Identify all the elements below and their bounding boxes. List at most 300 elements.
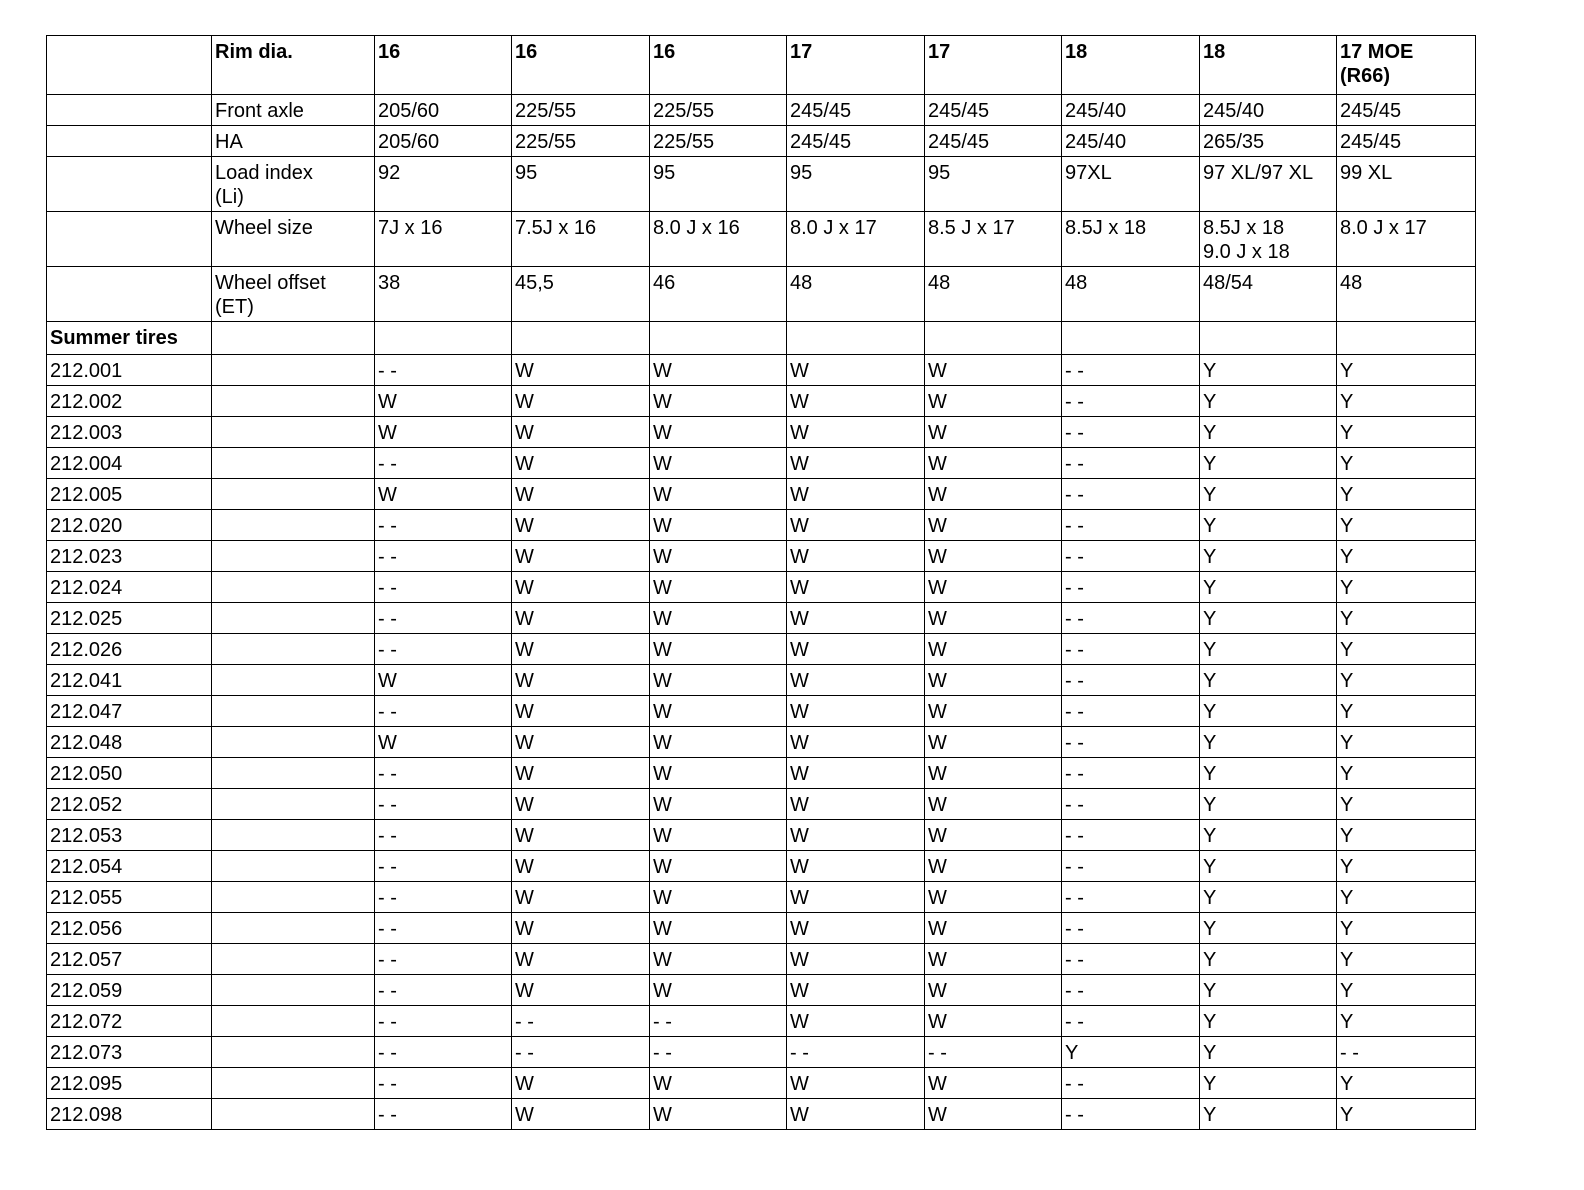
rating-cell: - - bbox=[1062, 789, 1200, 820]
empty-cell bbox=[212, 696, 375, 727]
empty-cell bbox=[212, 820, 375, 851]
row-code-cell bbox=[47, 157, 212, 212]
spec-value: 95 bbox=[925, 157, 1062, 212]
rating-cell: Y bbox=[1200, 603, 1337, 634]
empty-cell bbox=[375, 322, 512, 355]
table-row bbox=[47, 820, 1476, 851]
rating-cell: W bbox=[650, 820, 787, 851]
rating-cell: W bbox=[787, 1006, 925, 1037]
rating-cell: Y bbox=[1337, 634, 1476, 665]
rating-cell: W bbox=[512, 386, 650, 417]
rating-cell: - - bbox=[1062, 448, 1200, 479]
spec-value: 245/45 bbox=[1337, 126, 1476, 157]
empty-cell bbox=[650, 322, 787, 355]
part-code: 212.024 bbox=[47, 572, 212, 603]
table-row bbox=[47, 758, 1476, 789]
rating-cell: W bbox=[787, 789, 925, 820]
empty-cell bbox=[212, 789, 375, 820]
empty-cell bbox=[212, 1099, 375, 1130]
rating-cell: W bbox=[925, 789, 1062, 820]
rating-cell: W bbox=[512, 634, 650, 665]
spec-value: 8.0 J x 17 bbox=[787, 212, 925, 267]
part-code: 212.072 bbox=[47, 1006, 212, 1037]
table-row bbox=[47, 510, 1476, 541]
rating-cell: - - bbox=[375, 944, 512, 975]
rating-cell: W bbox=[925, 913, 1062, 944]
rating-cell: W bbox=[375, 479, 512, 510]
rating-cell: W bbox=[512, 665, 650, 696]
rating-cell: W bbox=[512, 727, 650, 758]
spec-row-rim-dia bbox=[47, 36, 1476, 95]
rating-cell: W bbox=[512, 417, 650, 448]
rating-cell: - - bbox=[1062, 913, 1200, 944]
spec-value: 7.5J x 16 bbox=[512, 212, 650, 267]
rating-cell: Y bbox=[1200, 851, 1337, 882]
rating-cell: W bbox=[650, 355, 787, 386]
rating-cell: W bbox=[925, 758, 1062, 789]
rating-cell: - - bbox=[375, 913, 512, 944]
rating-cell: W bbox=[512, 944, 650, 975]
rating-cell: - - bbox=[1062, 355, 1200, 386]
rating-cell: W bbox=[787, 386, 925, 417]
rating-cell: - - bbox=[375, 882, 512, 913]
empty-cell bbox=[212, 479, 375, 510]
rating-cell: - - bbox=[925, 1037, 1062, 1068]
rating-cell: - - bbox=[375, 634, 512, 665]
rating-cell: W bbox=[512, 603, 650, 634]
row-code-cell bbox=[47, 36, 212, 95]
empty-cell bbox=[212, 322, 375, 355]
table-row bbox=[47, 789, 1476, 820]
rating-cell: W bbox=[787, 913, 925, 944]
rating-cell: W bbox=[512, 913, 650, 944]
empty-cell bbox=[212, 386, 375, 417]
rating-cell: W bbox=[925, 603, 1062, 634]
rating-cell: W bbox=[650, 1099, 787, 1130]
rating-cell: - - bbox=[375, 510, 512, 541]
spec-row-wheel-offset bbox=[47, 267, 1476, 322]
rating-cell: W bbox=[787, 1068, 925, 1099]
rating-cell: Y bbox=[1200, 634, 1337, 665]
part-code: 212.059 bbox=[47, 975, 212, 1006]
table-row bbox=[47, 355, 1476, 386]
spec-value: 97XL bbox=[1062, 157, 1200, 212]
rating-cell: W bbox=[787, 417, 925, 448]
spec-value: 48 bbox=[925, 267, 1062, 322]
rating-cell: W bbox=[512, 820, 650, 851]
spec-value: 48 bbox=[1062, 267, 1200, 322]
rating-cell: W bbox=[375, 386, 512, 417]
spec-value: 17 bbox=[787, 36, 925, 95]
rating-cell: W bbox=[925, 572, 1062, 603]
rating-cell: W bbox=[787, 479, 925, 510]
rating-cell: W bbox=[787, 541, 925, 572]
rating-cell: - - bbox=[375, 851, 512, 882]
empty-cell bbox=[212, 882, 375, 913]
table-row bbox=[47, 975, 1476, 1006]
spec-value: 8.5J x 18 9.0 J x 18 bbox=[1200, 212, 1337, 267]
part-code: 212.055 bbox=[47, 882, 212, 913]
part-code: 212.053 bbox=[47, 820, 212, 851]
rating-cell: W bbox=[925, 417, 1062, 448]
rating-cell: Y bbox=[1200, 1068, 1337, 1099]
rating-cell: W bbox=[650, 634, 787, 665]
table-row bbox=[47, 603, 1476, 634]
rating-cell: W bbox=[650, 603, 787, 634]
rating-cell: W bbox=[650, 510, 787, 541]
spec-label: Wheel offset (ET) bbox=[212, 267, 375, 322]
empty-cell bbox=[212, 913, 375, 944]
part-code: 212.004 bbox=[47, 448, 212, 479]
rating-cell: W bbox=[925, 510, 1062, 541]
rating-cell: Y bbox=[1337, 386, 1476, 417]
empty-cell bbox=[212, 975, 375, 1006]
rating-cell: - - bbox=[1062, 1006, 1200, 1037]
spec-value: 45,5 bbox=[512, 267, 650, 322]
rating-cell: - - bbox=[1062, 1068, 1200, 1099]
rating-cell: - - bbox=[512, 1006, 650, 1037]
rating-cell: Y bbox=[1200, 727, 1337, 758]
row-code-cell bbox=[47, 212, 212, 267]
part-code: 212.002 bbox=[47, 386, 212, 417]
part-code: 212.048 bbox=[47, 727, 212, 758]
spec-value: 16 bbox=[375, 36, 512, 95]
rating-cell: Y bbox=[1200, 758, 1337, 789]
rating-cell: - - bbox=[375, 789, 512, 820]
table-row bbox=[47, 1006, 1476, 1037]
spec-value: 8.0 J x 17 bbox=[1337, 212, 1476, 267]
rating-cell: Y bbox=[1200, 913, 1337, 944]
part-code: 212.073 bbox=[47, 1037, 212, 1068]
rating-cell: W bbox=[787, 727, 925, 758]
rating-cell: Y bbox=[1337, 758, 1476, 789]
rating-cell: Y bbox=[1337, 665, 1476, 696]
rating-cell: - - bbox=[1062, 975, 1200, 1006]
tire-compatibility-table bbox=[46, 35, 1476, 1130]
empty-cell bbox=[212, 758, 375, 789]
rating-cell: W bbox=[787, 448, 925, 479]
spec-value: 8.0 J x 16 bbox=[650, 212, 787, 267]
empty-cell bbox=[1062, 322, 1200, 355]
rating-cell: Y bbox=[1337, 696, 1476, 727]
rating-cell: Y bbox=[1200, 448, 1337, 479]
empty-cell bbox=[1200, 322, 1337, 355]
table-body bbox=[47, 36, 1476, 1130]
rating-cell: W bbox=[512, 510, 650, 541]
rating-cell: - - bbox=[375, 1037, 512, 1068]
rating-cell: - - bbox=[375, 1068, 512, 1099]
rating-cell: - - bbox=[1062, 1099, 1200, 1130]
empty-cell bbox=[212, 634, 375, 665]
empty-cell bbox=[212, 510, 375, 541]
table-row bbox=[47, 417, 1476, 448]
table-row bbox=[47, 944, 1476, 975]
rating-cell: W bbox=[650, 882, 787, 913]
table-row bbox=[47, 1037, 1476, 1068]
rating-cell: W bbox=[925, 820, 1062, 851]
rating-cell: Y bbox=[1337, 913, 1476, 944]
rating-cell: W bbox=[787, 572, 925, 603]
rating-cell: W bbox=[925, 386, 1062, 417]
row-code-cell bbox=[47, 267, 212, 322]
rating-cell: W bbox=[787, 851, 925, 882]
rating-cell: W bbox=[512, 758, 650, 789]
rating-cell: Y bbox=[1062, 1037, 1200, 1068]
rating-cell: - - bbox=[1062, 634, 1200, 665]
rating-cell: W bbox=[650, 944, 787, 975]
rating-cell: W bbox=[650, 572, 787, 603]
table-row bbox=[47, 479, 1476, 510]
rating-cell: W bbox=[787, 603, 925, 634]
spec-row-load-index bbox=[47, 157, 1476, 212]
rating-cell: W bbox=[787, 975, 925, 1006]
rating-cell: W bbox=[787, 696, 925, 727]
spec-value: 18 bbox=[1200, 36, 1337, 95]
spec-value: 205/60 bbox=[375, 95, 512, 126]
rating-cell: - - bbox=[1062, 510, 1200, 541]
rating-cell: Y bbox=[1200, 665, 1337, 696]
part-code: 212.025 bbox=[47, 603, 212, 634]
table-row bbox=[47, 541, 1476, 572]
table-row bbox=[47, 727, 1476, 758]
spec-value: 245/45 bbox=[925, 126, 1062, 157]
rating-cell: W bbox=[787, 944, 925, 975]
spec-label: Load index (Li) bbox=[212, 157, 375, 212]
table-row bbox=[47, 386, 1476, 417]
rating-cell: W bbox=[650, 417, 787, 448]
part-code: 212.001 bbox=[47, 355, 212, 386]
rating-cell: - - bbox=[375, 448, 512, 479]
rating-cell: W bbox=[925, 696, 1062, 727]
spec-value: 95 bbox=[512, 157, 650, 212]
part-code: 212.026 bbox=[47, 634, 212, 665]
rating-cell: W bbox=[925, 851, 1062, 882]
rating-cell: Y bbox=[1200, 572, 1337, 603]
rating-cell: Y bbox=[1337, 1099, 1476, 1130]
rating-cell: Y bbox=[1337, 355, 1476, 386]
rating-cell: W bbox=[512, 355, 650, 386]
spec-value: 245/40 bbox=[1062, 95, 1200, 126]
part-code: 212.041 bbox=[47, 665, 212, 696]
spec-value: 38 bbox=[375, 267, 512, 322]
rating-cell: Y bbox=[1337, 851, 1476, 882]
spec-value: 245/40 bbox=[1062, 126, 1200, 157]
rating-cell: Y bbox=[1200, 820, 1337, 851]
rating-cell: - - bbox=[787, 1037, 925, 1068]
empty-cell bbox=[212, 727, 375, 758]
spec-row-ha bbox=[47, 126, 1476, 157]
empty-cell bbox=[212, 944, 375, 975]
table-row bbox=[47, 1068, 1476, 1099]
spec-value: 48 bbox=[787, 267, 925, 322]
spec-value: 225/55 bbox=[650, 95, 787, 126]
rating-cell: Y bbox=[1200, 355, 1337, 386]
rating-cell: Y bbox=[1337, 820, 1476, 851]
rating-cell: - - bbox=[375, 541, 512, 572]
spec-value: 265/35 bbox=[1200, 126, 1337, 157]
empty-cell bbox=[212, 1006, 375, 1037]
rating-cell: Y bbox=[1337, 882, 1476, 913]
rating-cell: - - bbox=[375, 1006, 512, 1037]
rating-cell: W bbox=[787, 634, 925, 665]
rating-cell: Y bbox=[1200, 386, 1337, 417]
rating-cell: - - bbox=[1062, 820, 1200, 851]
spec-value: 46 bbox=[650, 267, 787, 322]
rating-cell: Y bbox=[1200, 696, 1337, 727]
empty-cell bbox=[212, 541, 375, 572]
spec-value: 7J x 16 bbox=[375, 212, 512, 267]
spec-value: 245/45 bbox=[1337, 95, 1476, 126]
rating-cell: W bbox=[925, 541, 1062, 572]
rating-cell: W bbox=[650, 913, 787, 944]
table-row bbox=[47, 696, 1476, 727]
rating-cell: - - bbox=[1062, 386, 1200, 417]
spec-value: 17 MOE (R66) bbox=[1337, 36, 1476, 95]
rating-cell: - - bbox=[375, 572, 512, 603]
rating-cell: - - bbox=[1062, 851, 1200, 882]
spec-label: Wheel size bbox=[212, 212, 375, 267]
rating-cell: W bbox=[650, 851, 787, 882]
rating-cell: W bbox=[925, 665, 1062, 696]
rating-cell: W bbox=[650, 541, 787, 572]
empty-cell bbox=[212, 665, 375, 696]
spec-value: 225/55 bbox=[512, 95, 650, 126]
part-code: 212.005 bbox=[47, 479, 212, 510]
rating-cell: - - bbox=[375, 975, 512, 1006]
rating-cell: W bbox=[512, 789, 650, 820]
rating-cell: W bbox=[787, 758, 925, 789]
rating-cell: Y bbox=[1200, 975, 1337, 1006]
part-code: 212.047 bbox=[47, 696, 212, 727]
spec-label: Rim dia. bbox=[212, 36, 375, 95]
rating-cell: Y bbox=[1337, 1006, 1476, 1037]
part-code: 212.054 bbox=[47, 851, 212, 882]
row-code-cell bbox=[47, 95, 212, 126]
empty-cell bbox=[212, 1037, 375, 1068]
empty-cell bbox=[212, 448, 375, 479]
rating-cell: - - bbox=[375, 603, 512, 634]
empty-cell bbox=[1337, 322, 1476, 355]
spec-value: 205/60 bbox=[375, 126, 512, 157]
rating-cell: - - bbox=[375, 758, 512, 789]
spec-value: 97 XL/97 XL bbox=[1200, 157, 1337, 212]
rating-cell: - - bbox=[1062, 944, 1200, 975]
rating-cell: W bbox=[925, 1006, 1062, 1037]
table-row bbox=[47, 851, 1476, 882]
part-code: 212.050 bbox=[47, 758, 212, 789]
spec-value: 225/55 bbox=[512, 126, 650, 157]
spec-value: 48/54 bbox=[1200, 267, 1337, 322]
rating-cell: Y bbox=[1337, 417, 1476, 448]
empty-cell bbox=[512, 322, 650, 355]
row-code-cell bbox=[47, 126, 212, 157]
rating-cell: W bbox=[925, 944, 1062, 975]
rating-cell: W bbox=[650, 665, 787, 696]
rating-cell: W bbox=[512, 882, 650, 913]
rating-cell: W bbox=[512, 696, 650, 727]
rating-cell: W bbox=[925, 355, 1062, 386]
rating-cell: Y bbox=[1337, 572, 1476, 603]
rating-cell: Y bbox=[1337, 541, 1476, 572]
spec-value: 225/55 bbox=[650, 126, 787, 157]
section-title: Summer tires bbox=[47, 322, 212, 355]
rating-cell: - - bbox=[1337, 1037, 1476, 1068]
rating-cell: W bbox=[650, 448, 787, 479]
rating-cell: W bbox=[512, 975, 650, 1006]
rating-cell: W bbox=[787, 355, 925, 386]
rating-cell: W bbox=[925, 1099, 1062, 1130]
rating-cell: W bbox=[375, 417, 512, 448]
empty-cell bbox=[787, 322, 925, 355]
spec-value: 95 bbox=[650, 157, 787, 212]
spec-value: 18 bbox=[1062, 36, 1200, 95]
spec-label: Front axle bbox=[212, 95, 375, 126]
spec-value: 95 bbox=[787, 157, 925, 212]
rating-cell: W bbox=[787, 1099, 925, 1130]
rating-cell: - - bbox=[650, 1037, 787, 1068]
empty-cell bbox=[212, 355, 375, 386]
rating-cell: Y bbox=[1337, 727, 1476, 758]
empty-cell bbox=[212, 572, 375, 603]
rating-cell: Y bbox=[1337, 789, 1476, 820]
rating-cell: Y bbox=[1200, 1099, 1337, 1130]
rating-cell: W bbox=[650, 1068, 787, 1099]
table-row bbox=[47, 572, 1476, 603]
part-code: 212.023 bbox=[47, 541, 212, 572]
spec-value: 245/40 bbox=[1200, 95, 1337, 126]
spec-value: 16 bbox=[650, 36, 787, 95]
rating-cell: Y bbox=[1337, 479, 1476, 510]
rating-cell: W bbox=[787, 882, 925, 913]
part-code: 212.052 bbox=[47, 789, 212, 820]
rating-cell: Y bbox=[1200, 944, 1337, 975]
spec-row-front-axle bbox=[47, 95, 1476, 126]
rating-cell: W bbox=[650, 789, 787, 820]
spec-value: 92 bbox=[375, 157, 512, 212]
rating-cell: W bbox=[650, 727, 787, 758]
rating-cell: - - bbox=[1062, 727, 1200, 758]
rating-cell: W bbox=[787, 820, 925, 851]
rating-cell: W bbox=[512, 1099, 650, 1130]
rating-cell: W bbox=[650, 975, 787, 1006]
rating-cell: Y bbox=[1200, 541, 1337, 572]
rating-cell: - - bbox=[650, 1006, 787, 1037]
rating-cell: - - bbox=[1062, 603, 1200, 634]
rating-cell: - - bbox=[1062, 758, 1200, 789]
part-code: 212.095 bbox=[47, 1068, 212, 1099]
rating-cell: W bbox=[650, 386, 787, 417]
rating-cell: W bbox=[512, 572, 650, 603]
table-row bbox=[47, 448, 1476, 479]
part-code: 212.003 bbox=[47, 417, 212, 448]
rating-cell: - - bbox=[512, 1037, 650, 1068]
rating-cell: - - bbox=[1062, 541, 1200, 572]
table-row bbox=[47, 634, 1476, 665]
spec-value: 8.5J x 18 bbox=[1062, 212, 1200, 267]
rating-cell: Y bbox=[1337, 510, 1476, 541]
rating-cell: W bbox=[650, 758, 787, 789]
rating-cell: Y bbox=[1200, 1006, 1337, 1037]
part-code: 212.056 bbox=[47, 913, 212, 944]
rating-cell: W bbox=[650, 479, 787, 510]
rating-cell: Y bbox=[1200, 1037, 1337, 1068]
spec-value: 99 XL bbox=[1337, 157, 1476, 212]
rating-cell: W bbox=[787, 665, 925, 696]
empty-cell bbox=[212, 1068, 375, 1099]
rating-cell: Y bbox=[1200, 510, 1337, 541]
rating-cell: Y bbox=[1337, 944, 1476, 975]
rating-cell: W bbox=[925, 727, 1062, 758]
